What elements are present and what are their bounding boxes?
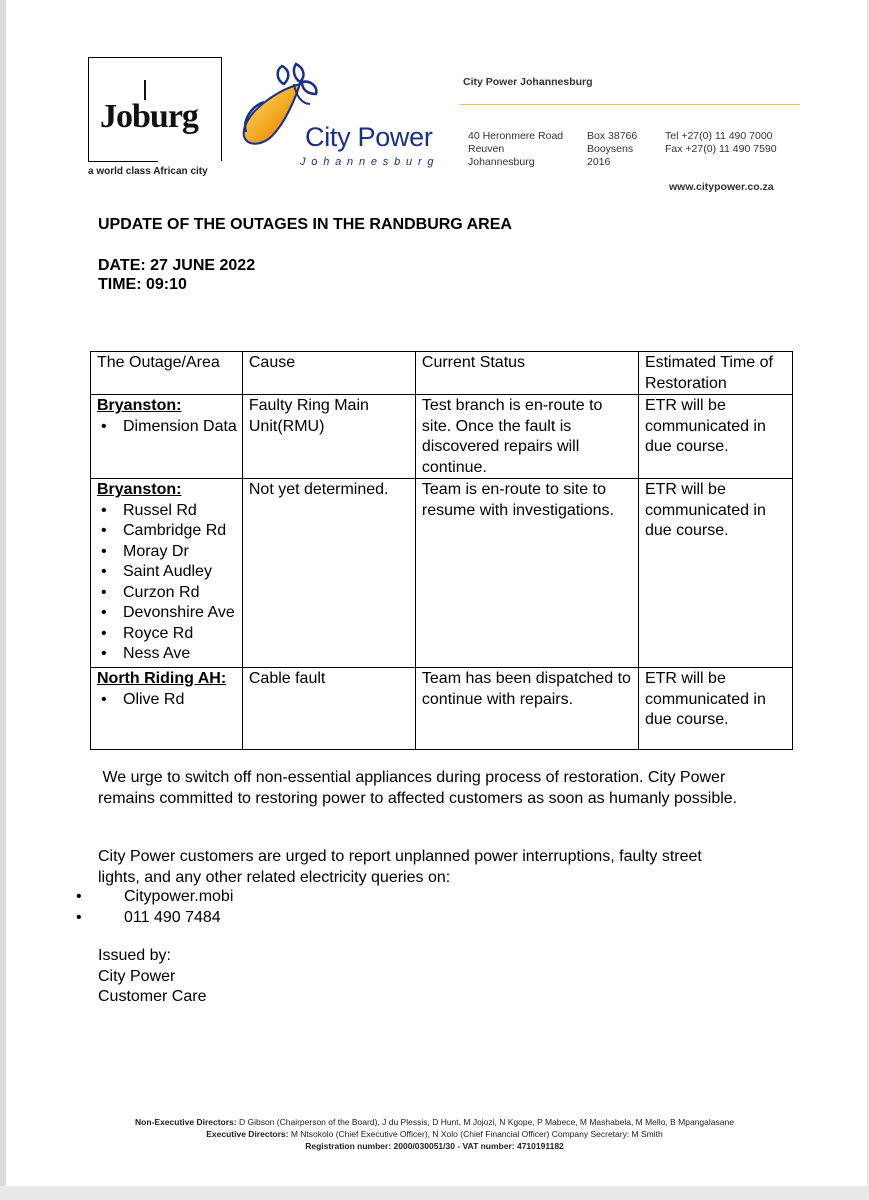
address-block: [468, 130, 563, 169]
report-paragraph: [98, 847, 702, 888]
street-list: [97, 501, 237, 665]
area-title: Bryanston:: [97, 397, 182, 414]
header-cell: Estimated Time of Restoration: [638, 352, 792, 395]
list-item: • Cambridge Rd: [97, 521, 237, 542]
table-row: [91, 668, 793, 750]
document-title: UPDATE OF THE OUTAGES IN THE RANDBURG AREA: [98, 216, 512, 233]
footer-text: M Ntsokolo (Chief Executive Officer), N Xolo (Chief Financial Officer) Company Secretary: M Smith: [288, 1129, 663, 1139]
address-line: Reuven: [468, 143, 505, 155]
page-edge: [0, 1186, 869, 1200]
area-cell: [91, 395, 243, 479]
table-row: [91, 395, 793, 479]
company-name: City Power Johannesburg: [463, 76, 593, 88]
fax-line: Fax +27(0) 11 490 7590: [665, 143, 777, 155]
status-cell: Team is en-route to site to resume with investigations.: [415, 479, 638, 668]
footer-text: D Gibson (Chairperson of the Board), J du Plessis, D Hunt, M Jojozi, N Kgope, P Mabece, M Mashabela, M Mello, B Mpangalasane: [236, 1117, 734, 1127]
header-cell: Current Status: [415, 352, 638, 395]
etr-cell: ETR will be communicated in due course.: [638, 395, 792, 479]
list-item: • Saint Audley: [97, 562, 237, 583]
city-power-logo-sub: Johannesburg: [300, 156, 440, 168]
list-item: • Olive Rd: [97, 690, 237, 711]
list-item: • Dimension Data: [97, 417, 237, 438]
advice-line: remains committed to restoring power to affected customers as soon as humanly possible.: [98, 789, 738, 807]
header-cell: Cause: [242, 352, 415, 395]
status-cell: Team has been dispatched to continue with repairs.: [415, 668, 638, 750]
contact-list: [98, 887, 233, 928]
contact-phone[interactable]: • 011 490 7484: [98, 908, 233, 929]
area-cell: [91, 668, 243, 750]
street-list: [97, 417, 237, 438]
contact-block: [665, 130, 777, 156]
website-link[interactable]: www.citypower.co.za: [669, 181, 774, 193]
report-line: lights, and any other related electricity queries on:: [98, 868, 451, 886]
page-edge: [0, 0, 6, 1200]
street-list: [97, 690, 237, 711]
city-power-logo-name: City Power: [305, 122, 433, 152]
joburg-tower-icon: [144, 80, 146, 100]
issuer-name: City Power: [98, 967, 176, 985]
header-rule: [460, 104, 800, 105]
document-time: TIME: 09:10: [98, 276, 187, 293]
table-row: [91, 479, 793, 668]
box-line: Box 38766: [587, 130, 638, 142]
advice-paragraph: [98, 768, 737, 809]
cause-cell: Cable fault: [242, 668, 415, 750]
area-title: North Riding AH:: [97, 670, 227, 687]
tel-line: Tel +27(0) 11 490 7000: [665, 130, 773, 142]
contact-website[interactable]: • Citypower.mobi: [98, 887, 233, 908]
box-line: 2016: [587, 156, 611, 168]
status-cell: Test branch is en-route to site. Once the fault is discovered repairs will continue.: [415, 395, 638, 479]
box-block: [587, 130, 637, 169]
issued-by-block: [98, 946, 206, 1008]
etr-cell: ETR will be communicated in due course.: [638, 479, 792, 668]
list-item: • Russel Rd: [97, 501, 237, 522]
issuer-department: Customer Care: [98, 988, 207, 1005]
list-item: • Devonshire Ave: [97, 603, 237, 624]
area-cell: [91, 479, 243, 668]
footer-ned: [0, 1117, 869, 1127]
list-item: • Curzon Rd: [97, 583, 237, 604]
joburg-tagline: a world class African city: [88, 166, 208, 177]
list-item: • Moray Dr: [97, 542, 237, 563]
address-line: Johannesburg: [468, 156, 535, 168]
footer-label: Executive Directors:: [206, 1129, 289, 1139]
document-date: DATE: 27 JUNE 2022: [98, 257, 256, 274]
header-cell: The Outage/Area: [91, 352, 243, 395]
issued-label: Issued by:: [98, 947, 171, 964]
address-line: 40 Heronmere Road: [468, 130, 564, 142]
advice-line: We urge to switch off non-essential appliances during process of restoration. City Power: [98, 769, 726, 786]
etr-cell: ETR will be communicated in due course.: [638, 668, 792, 750]
cause-cell: Faulty Ring Main Unit(RMU): [242, 395, 415, 479]
outage-table: [90, 351, 793, 750]
box-line: Booysens: [587, 143, 634, 155]
report-line: City Power customers are urged to report unplanned power interruptions, faulty street: [98, 848, 702, 865]
list-item: • Royce Rd: [97, 624, 237, 645]
footer-registration: Registration number: 2000/030051/30 - VAT number: 4710191182: [305, 1141, 564, 1151]
area-title: Bryanston:: [97, 481, 182, 498]
footer-label: Non-Executive Directors:: [135, 1117, 237, 1127]
footer-exec: [0, 1129, 869, 1139]
table-header-row: [91, 352, 793, 395]
joburg-logo: Joburg: [100, 98, 198, 135]
list-item: • Ness Ave: [97, 644, 237, 665]
cause-cell: Not yet determined.: [242, 479, 415, 668]
